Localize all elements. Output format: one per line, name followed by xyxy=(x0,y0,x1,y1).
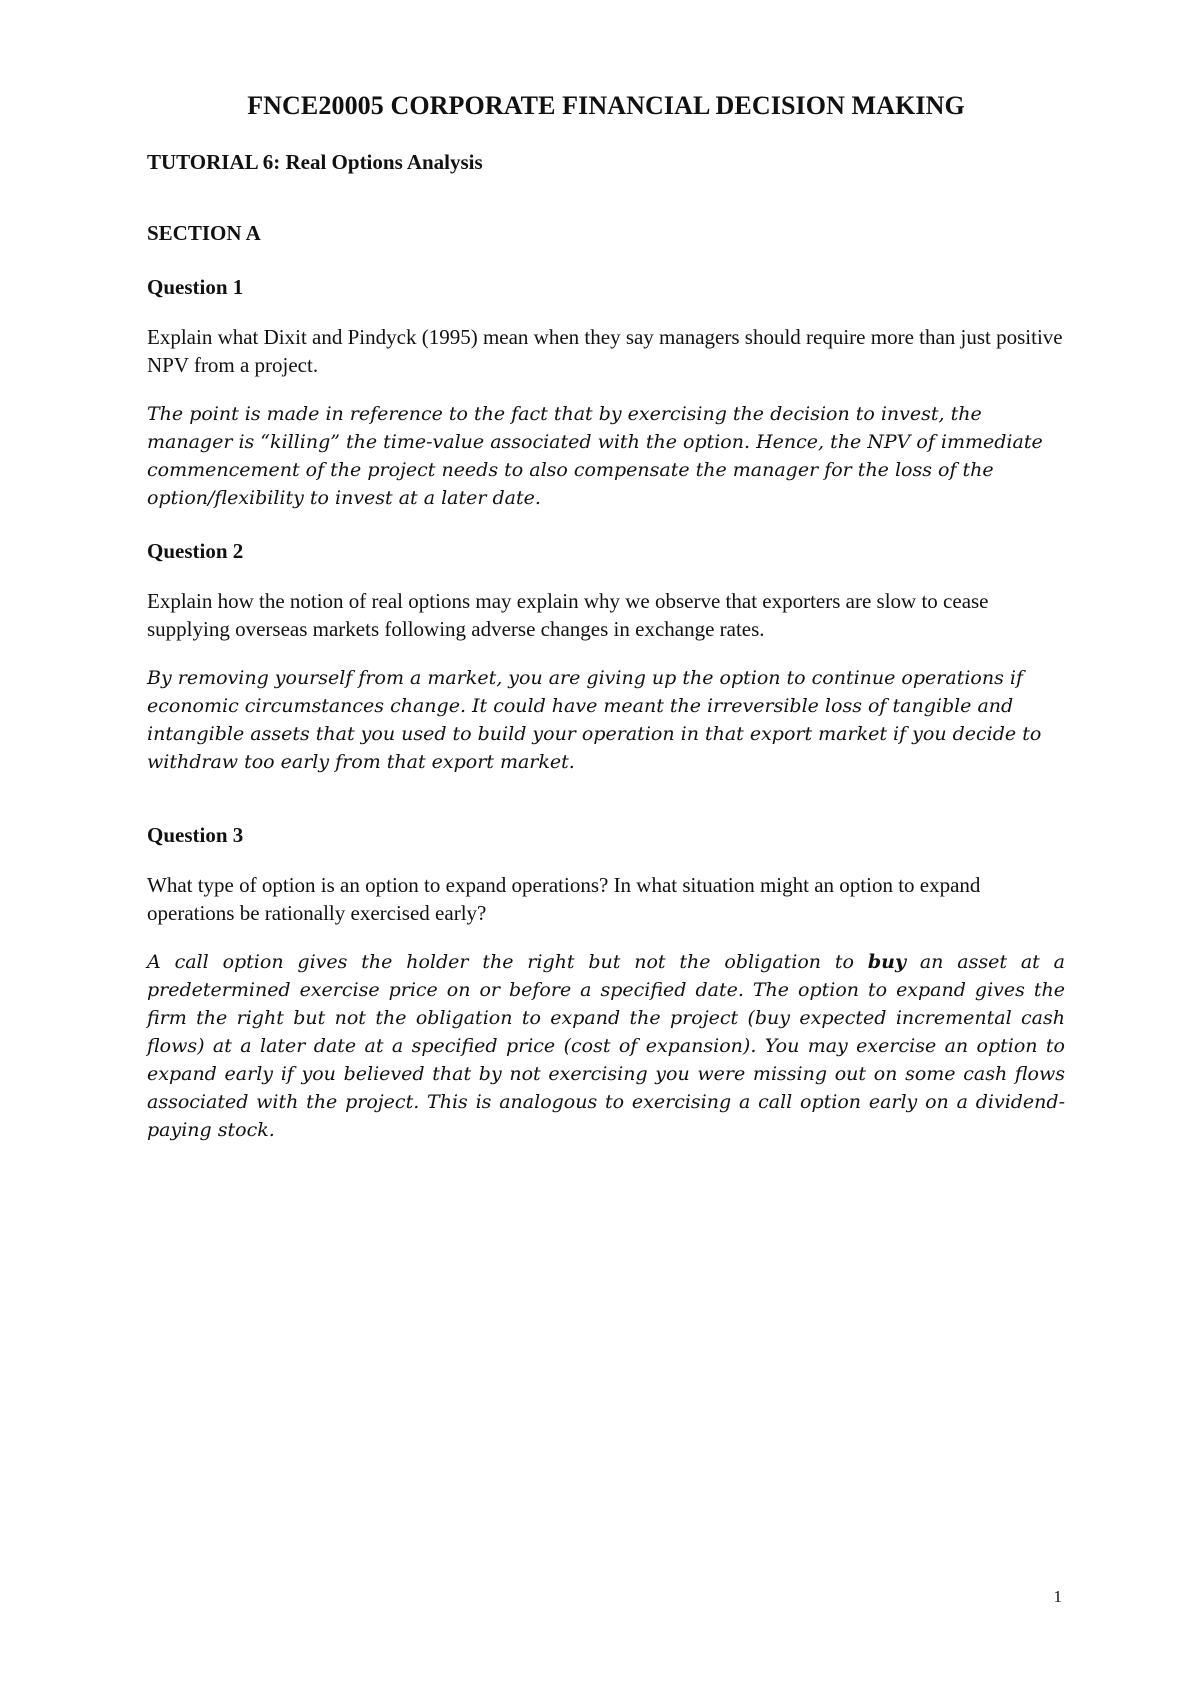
question-1-heading: Question 1 xyxy=(147,275,244,299)
question-3-answer-bold-buy: buy xyxy=(867,951,906,973)
question-1-prompt: Explain what Dixit and Pindyck (1995) mean when they say managers should require more than just positive NPV from a project. xyxy=(147,325,1063,377)
document-content xyxy=(147,88,1065,1144)
question-3-answer-after-bold: an asset at a predetermined exercise price on or before a specified date. The option to expand gives the firm the right but not the obligation to expand the project (buy expected incremental cash flows) at a later date at a specified price (cost of expansion). You may exercise an option to expand early if you believed that by not exercising you were missing out on some cash flows associated with the project. This is analogous to exercising a call option early on a dividend-paying stock. xyxy=(147,951,1065,1141)
document-title: FNCE20005 CORPORATE FINANCIAL DECISION MAKING xyxy=(247,91,965,120)
question-3-answer-before-bold: A call option gives the holder the right but not the obligation to xyxy=(147,951,868,973)
section-heading: SECTION A xyxy=(147,221,261,245)
page-number: 1 xyxy=(1053,1587,1062,1606)
question-3-heading: Question 3 xyxy=(147,823,244,847)
question-2-answer: By removing yourself from a market, you are giving up the option to continue operations if economic circumstances change. It could have meant the irreversible loss of tangible and intangible assets that you used to build your operation in that export market if you decide to withdraw too early from that export market. xyxy=(147,667,1042,773)
question-1-answer: The point is made in reference to the fact that by exercising the decision to invest, the manager is “killing” the time-value associated with the option. Hence, the NPV of immediate commencement of the project needs to also compensate the manager for the loss of the option/flexibility to invest at a later date. xyxy=(147,403,1043,509)
question-2-block xyxy=(147,536,1065,776)
question-2-heading: Question 2 xyxy=(147,539,244,563)
question-3-block xyxy=(147,820,1065,1144)
question-3-prompt: What type of option is an option to expand operations? In what situation might an option to expand operations be rationally exercised early? xyxy=(147,873,981,925)
tutorial-title: TUTORIAL 6: Real Options Analysis xyxy=(147,150,483,174)
question-3-answer xyxy=(147,948,1065,1144)
question-1-block xyxy=(147,272,1065,512)
question-2-prompt: Explain how the notion of real options may explain why we observe that exporters are slow to cease supplying overseas markets following adverse changes in exchange rates. xyxy=(147,589,989,641)
